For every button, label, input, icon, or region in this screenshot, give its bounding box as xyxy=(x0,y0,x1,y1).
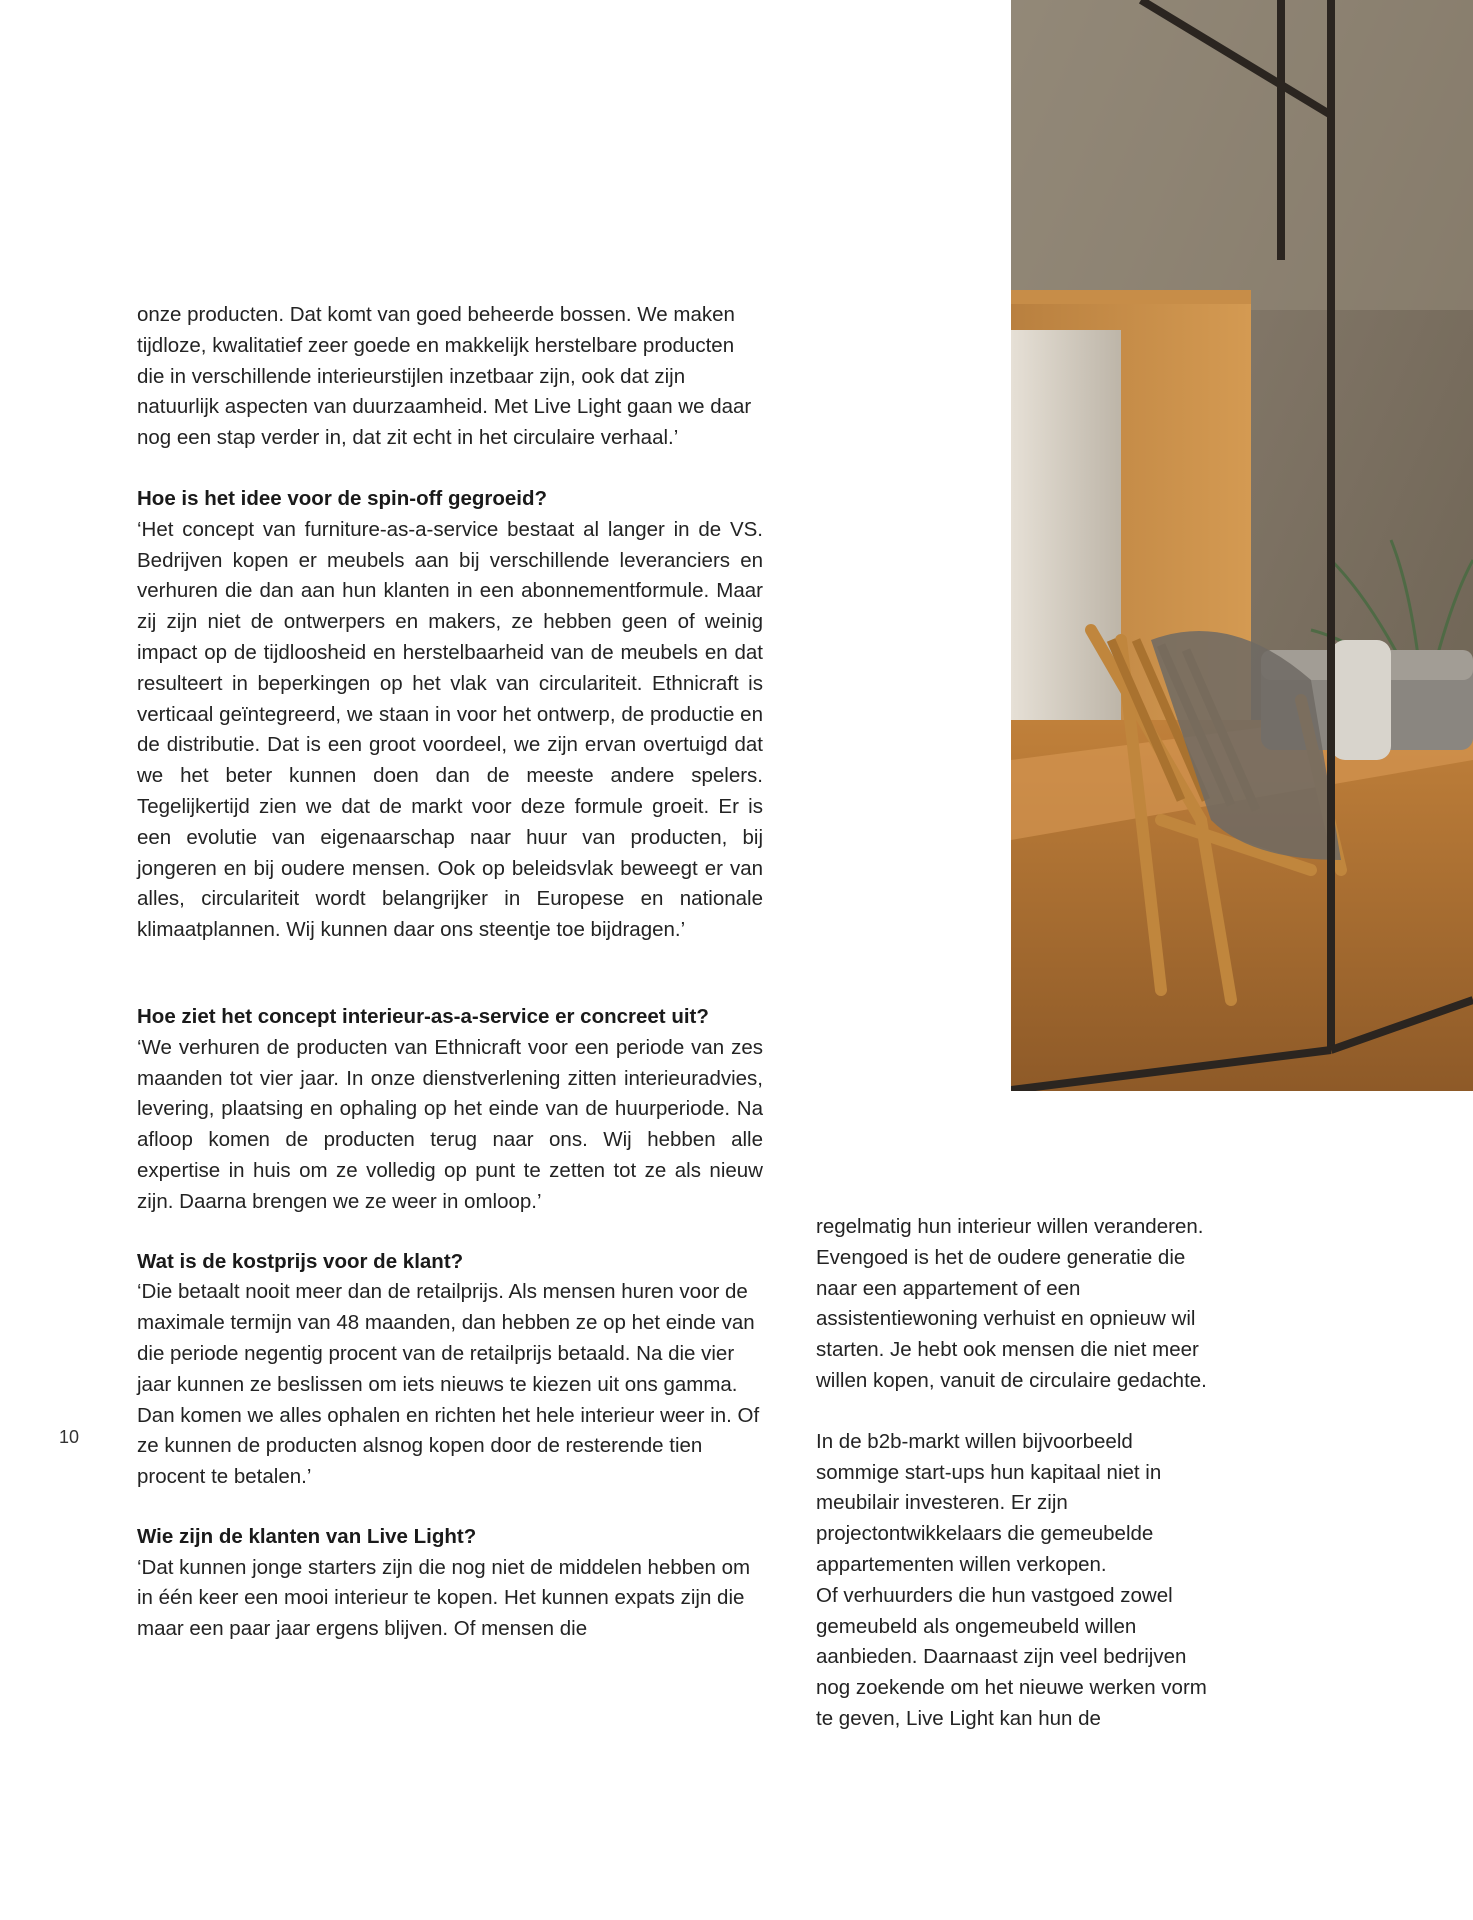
question-cost: Wat is de kostprijs voor de klant? xyxy=(137,1249,464,1273)
right-paragraph-2: In de b2b-markt willen bijvoorbeeld sommige start-ups hun kapitaal niet in meubilair investeren. Er zijn projectontwikkelaars die gemeubelde appartementen willen verkopen. xyxy=(816,1429,1162,1576)
page-number: 10 xyxy=(59,1427,80,1447)
answer-spin-off: ‘Het concept van furniture-as-a-service bestaat al langer in de VS. Bedrijven kopen er meubels aan bij verschillende leveranciers en verhuren die dan aan hun klanten in een abonnementformule. Maar zij zijn niet de ontwerpers en makers, ze hebben geen of weinig impact op de tijdloosheid en herstelbaarheid van de meubels en dat resulteert in beperkingen op het vlak van circulariteit. Ethnicraft is verticaal geïntegreerd, we staan in voor het ontwerp, de productie en de distributie. Dat is een groot voordeel, we zijn ervan overtuigd dat we het beter kunnen doen dan de meeste andere spelers. Tegelijkertijd zien we dat de markt voor deze formule groeit. Er is een evolutie van eigenaarschap naar huur van producten, bij jongeren en bij oudere mensen. Ook op beleidsvlak beweegt er van alles, circulariteit wordt belangrijker in Europese en nationale klimaatplannen. Wij kunnen daar ons steentje toe bijdragen.’ xyxy=(137,517,763,942)
answer-concept: ‘We verhuren de producten van Ethnicraft voor een periode van zes maanden tot vier jaar. In onze dienstverlening zitten interieuradvies, levering, plaatsing en ophaling op het einde van de huurperiode. Na afloop komen de producten terug naar ons. Wij hebben alle expertise in huis om ze volledig op punt te zetten tot ze als nieuw zijn. Daarna brengen we ze weer in omloop.’ xyxy=(137,1035,763,1213)
question-spin-off: Hoe is het idee voor de spin-off gegroeid? xyxy=(137,486,548,510)
right-paragraph-3: Of verhuurders die hun vastgoed zowel gemeubeld als ongemeubeld willen aanbieden. Daarnaast zijn veel bedrijven nog zoekende om het nieuwe werken vorm te geven, Live Light kan hun de xyxy=(816,1583,1207,1730)
article-column-left xyxy=(137,300,763,1645)
article-column-right xyxy=(816,1212,1216,1735)
article-photo xyxy=(1011,0,1473,1091)
intro-paragraph: onze producten. Dat komt van goed beheerde bossen. We maken tijdloze, kwalitatief zeer goede en makkelijk herstelbare producten die in verschillende interieurstijlen inzetbaar zijn, ook dat zijn natuurlijk aspecten van duurzaamheid. Met Live Light gaan we daar nog een stap verder in, dat zit echt in het circulaire verhaal.’ xyxy=(137,303,752,450)
answer-cost: ‘Die betaalt nooit meer dan de retailprijs. Als mensen huren voor de maximale termijn van 48 maanden, dan hebben ze op het einde van die periode negentig procent van de retailprijs betaald. Na die vier jaar kunnen ze beslissen om iets nieuws te kiezen uit ons gamma. Dan komen we alles ophalen en richten het hele interieur weer in. Of ze kunnen de producten alsnog kopen door de resterende tien procent te betalen.’ xyxy=(137,1280,760,1489)
answer-clients: ‘Dat kunnen jonge starters zijn die nog niet de middelen hebben om in één keer een mooi interieur te kopen. Het kunnen expats zijn die maar een paar jaar ergens blijven. Of mensen die xyxy=(137,1555,751,1641)
question-concept: Hoe ziet het concept interieur-as-a-service er concreet uit? xyxy=(137,1004,709,1028)
right-paragraph-1: regelmatig hun interieur willen veranderen. Evengoed is het de oudere generatie die naar een appartement of een assistentiewoning verhuist en opnieuw wil starten. Je hebt ook mensen die niet meer willen kopen, vanuit de circulaire gedachte. xyxy=(816,1215,1207,1392)
question-clients: Wie zijn de klanten van Live Light? xyxy=(137,1524,477,1548)
